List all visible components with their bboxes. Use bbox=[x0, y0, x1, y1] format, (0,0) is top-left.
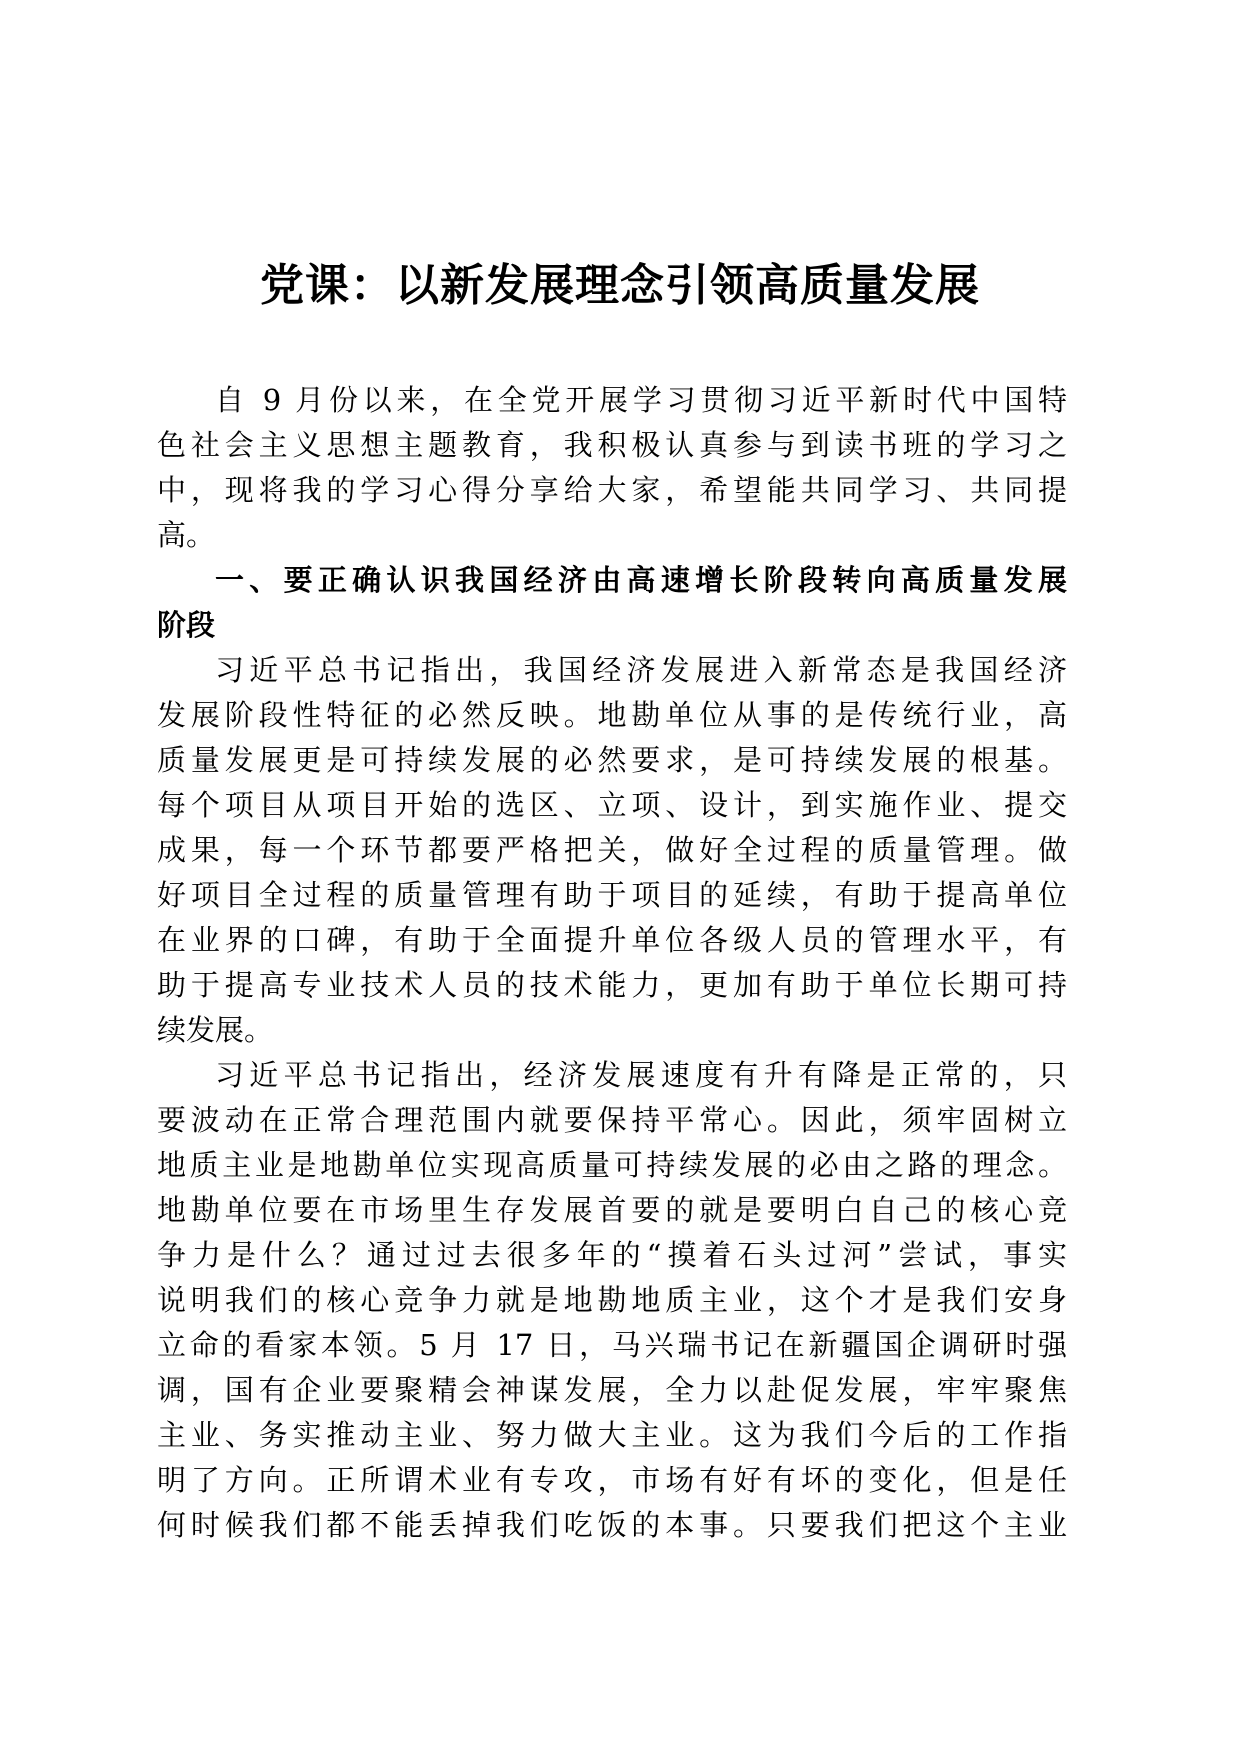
text-line: 续发展。 bbox=[157, 1013, 274, 1047]
text-line: 争力是什么？通过过去很多年的“摸着石头过河”尝试，事实 bbox=[157, 1238, 1067, 1272]
text-line: 地质主业是地勘单位实现高质量可持续发展的必由之路的理念。 bbox=[157, 1148, 1067, 1182]
text-line: 中，现将我的学习心得分享给大家，希望能共同学习、共同提 bbox=[157, 473, 1067, 507]
document-body bbox=[157, 378, 1067, 1548]
text-line: 高。 bbox=[157, 518, 216, 552]
text-line: 何时候我们都不能丢掉我们吃饭的本事。只要我们把这个主业 bbox=[157, 1508, 1067, 1542]
text-line: 地勘单位要在市场里生存发展首要的就是要明白自己的核心竞 bbox=[157, 1193, 1067, 1227]
text-line: 助于提高专业技术人员的技术能力，更加有助于单位长期可持 bbox=[157, 968, 1067, 1002]
paragraph-body bbox=[157, 648, 1067, 1053]
text-line: 立命的看家本领。5 月 17 日，马兴瑞书记在新疆国企调研时强 bbox=[157, 1328, 1067, 1362]
text-line: 要波动在正常合理范围内就要保持平常心。因此，须牢固树立 bbox=[157, 1103, 1067, 1137]
document-title: 党课：以新发展理念引领高质量发展 bbox=[260, 260, 980, 311]
text-line: 主业、务实推动主业、努力做大主业。这为我们今后的工作指 bbox=[157, 1418, 1067, 1452]
text-line: 自 9 月份以来，在全党开展学习贯彻习近平新时代中国特 bbox=[215, 383, 1067, 417]
text-line: 成果，每一个环节都要严格把关，做好全过程的质量管理。做 bbox=[157, 833, 1067, 867]
text-line: 明了方向。正所谓术业有专攻，市场有好有坏的变化，但是任 bbox=[157, 1463, 1067, 1497]
paragraph-body bbox=[157, 1053, 1067, 1548]
text-line: 好项目全过程的质量管理有助于项目的延续，有助于提高单位 bbox=[157, 878, 1067, 912]
text-line: 习近平总书记指出，我国经济发展进入新常态是我国经济 bbox=[215, 653, 1067, 687]
paragraph-intro bbox=[157, 378, 1067, 558]
text-line: 说明我们的核心竞争力就是地勘地质主业，这个才是我们安身 bbox=[157, 1283, 1067, 1317]
heading-line: 一、要正确认识我国经济由高速增长阶段转向高质量发展 bbox=[215, 563, 1067, 597]
text-line: 习近平总书记指出，经济发展速度有升有降是正常的，只 bbox=[215, 1058, 1067, 1092]
heading-line: 阶段 bbox=[157, 608, 216, 642]
text-line: 质量发展更是可持续发展的必然要求，是可持续发展的根基。 bbox=[157, 743, 1067, 777]
text-line: 调，国有企业要聚精会神谋发展，全力以赴促发展，牢牢聚焦 bbox=[157, 1373, 1067, 1407]
section-heading bbox=[157, 558, 1067, 648]
text-line: 色社会主义思想主题教育，我积极认真参与到读书班的学习之 bbox=[157, 428, 1067, 462]
text-line: 发展阶段性特征的必然反映。地勘单位从事的是传统行业，高 bbox=[157, 698, 1067, 732]
text-line: 每个项目从项目开始的选区、立项、设计，到实施作业、提交 bbox=[157, 788, 1067, 822]
text-line: 在业界的口碑，有助于全面提升单位各级人员的管理水平，有 bbox=[157, 923, 1067, 957]
